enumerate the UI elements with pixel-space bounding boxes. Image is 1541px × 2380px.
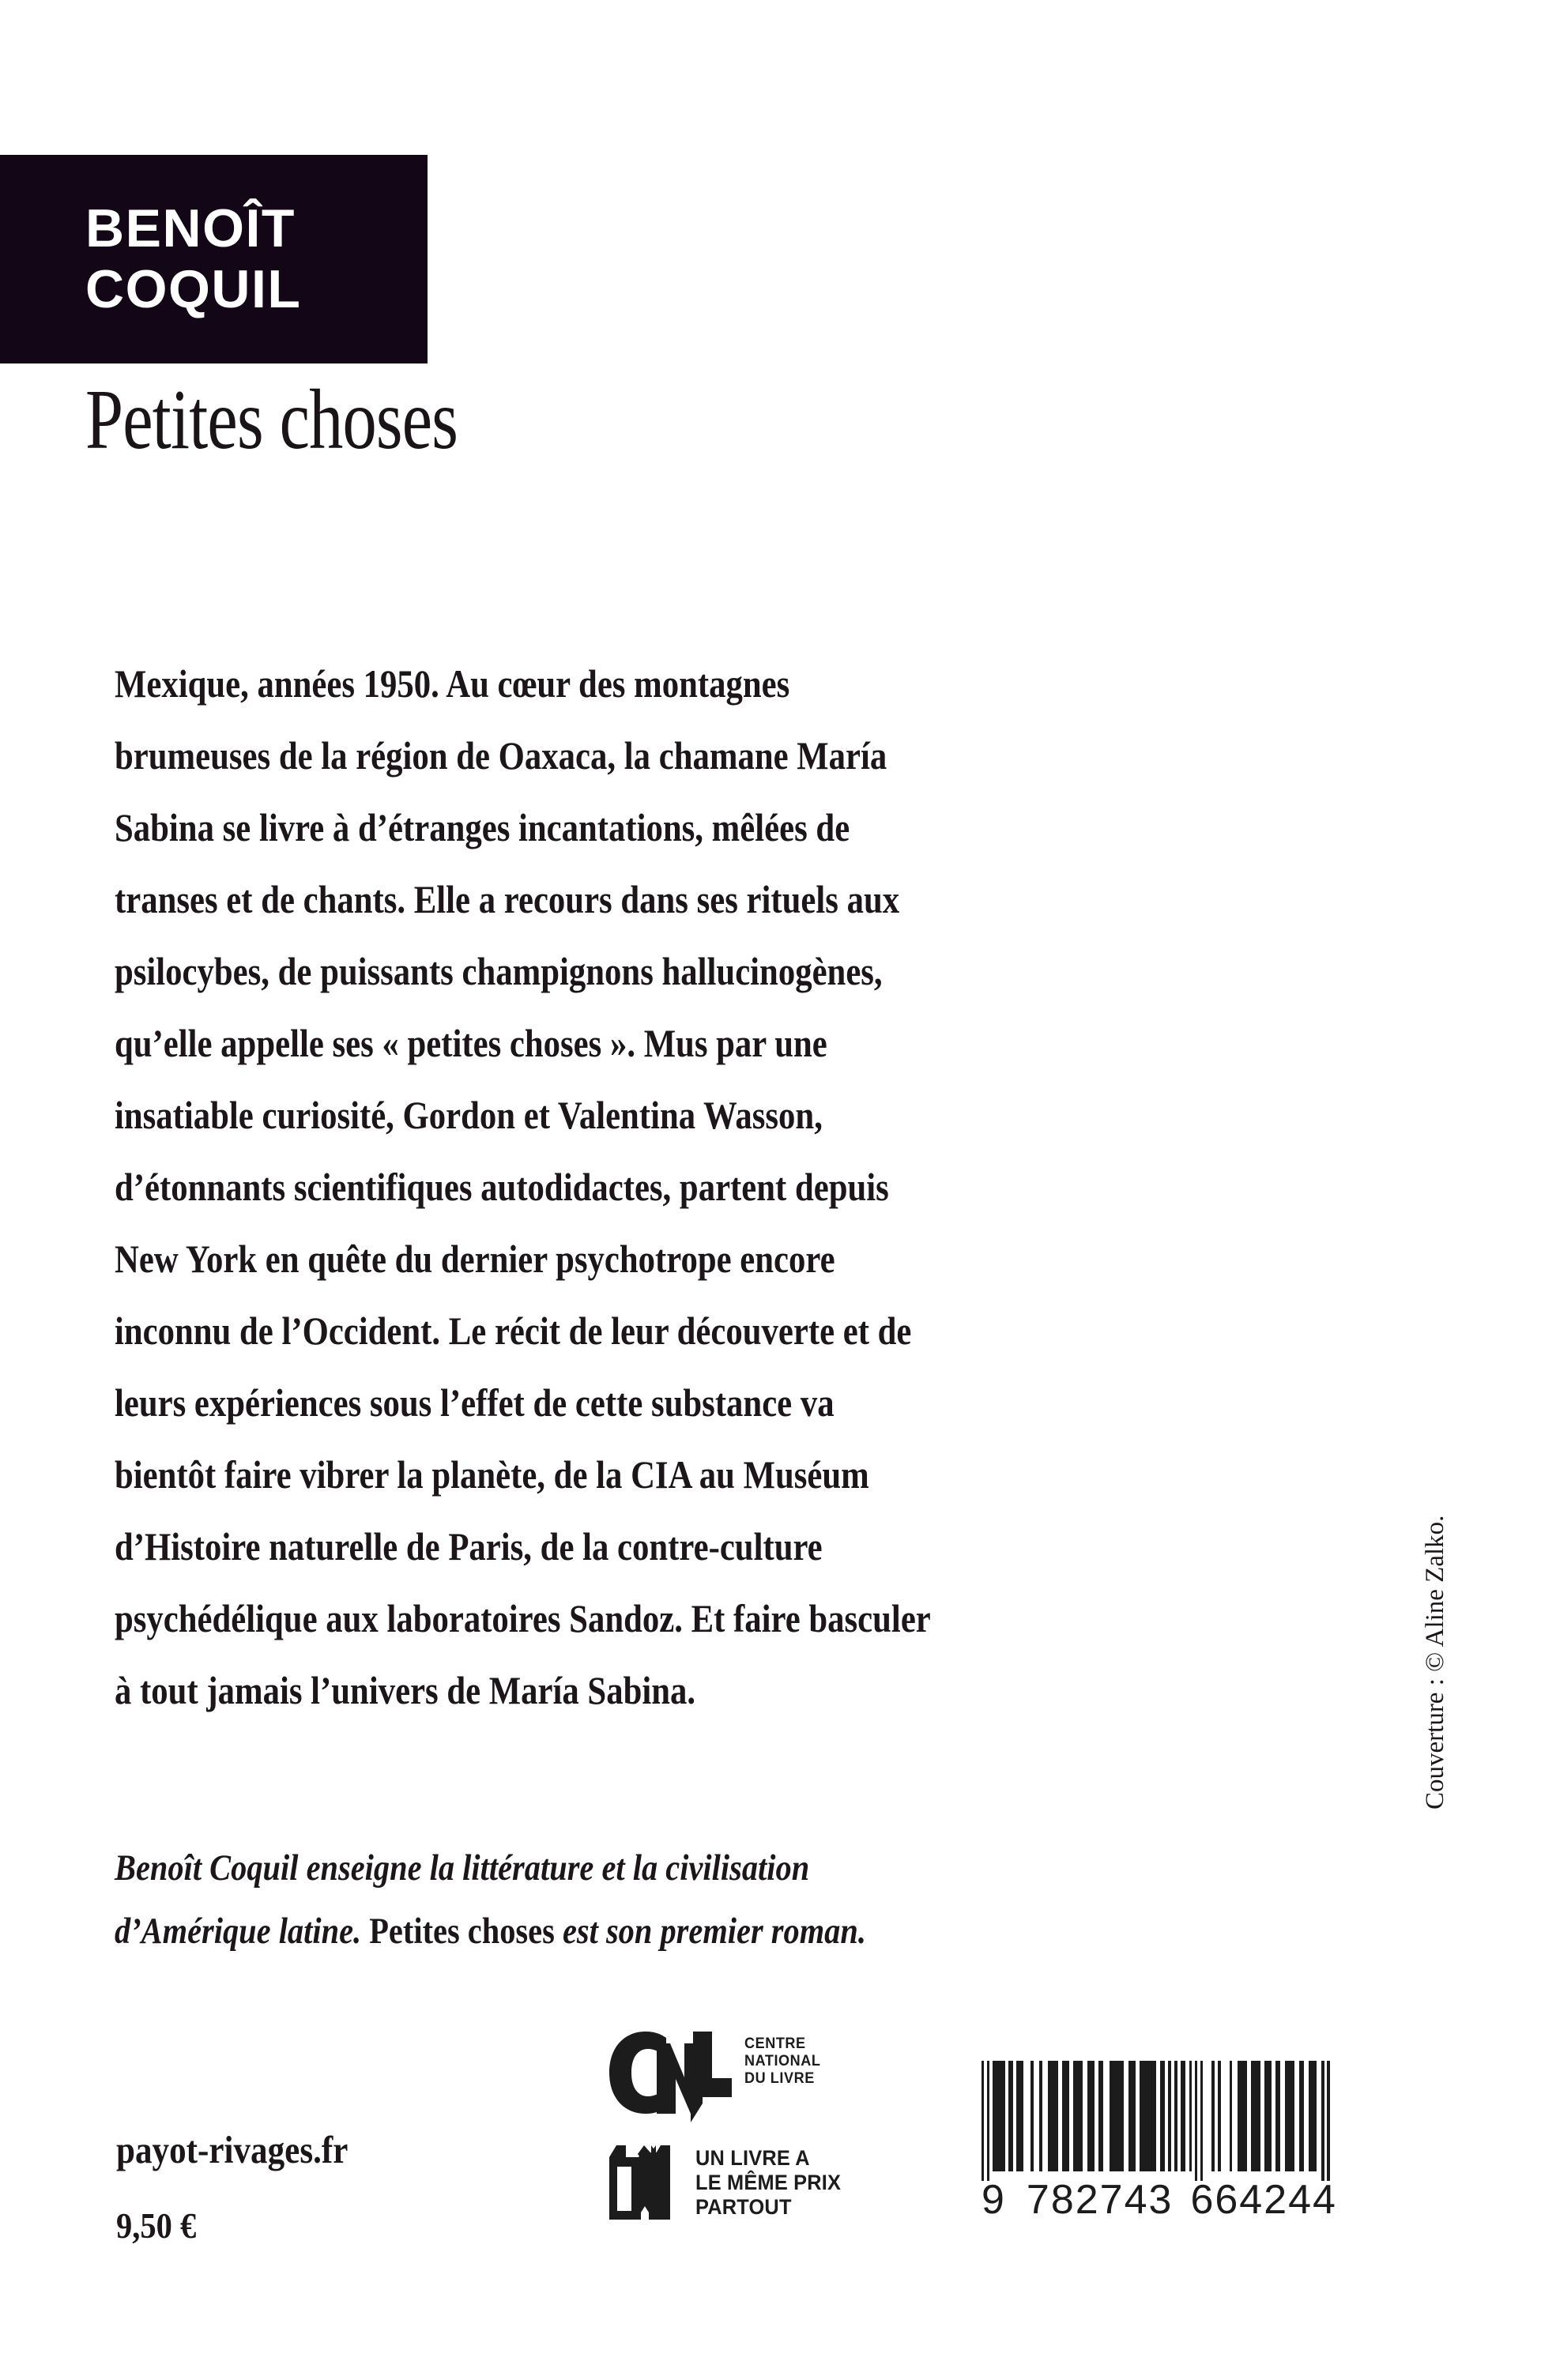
barcode-lead-digit: 9 (981, 2177, 1006, 2223)
bio-text-italic: est son premier roman. (554, 1911, 866, 1952)
blurb-line: à tout jamais l’univers de María Sabina. (115, 1668, 696, 1712)
barcode-group-1: 782743 (1026, 2177, 1174, 2223)
barcode-digits (980, 2176, 1337, 2224)
book-title: Petites choses (85, 373, 458, 467)
bio-book-title: Petites choses (369, 1911, 555, 1952)
cnl-monogram-icon (607, 2029, 735, 2122)
cnl-words (744, 2035, 820, 2088)
author-bio (115, 1836, 866, 1963)
blurb-line: transes et de chants. Elle a recours dans ses rituels aux (115, 877, 900, 921)
cnl-word-line-1: CENTRE (744, 2035, 806, 2052)
blurb-line: brumeuses de la région de Oaxaca, la chamane María (115, 733, 887, 778)
cnl-slogan-line-3: PARTOUT (695, 2195, 792, 2219)
blurb-line: qu’elle appelle ses « petites choses ». Mus par une (115, 1021, 827, 1065)
blurb-line: d’Histoire naturelle de Paris, de la contre-culture (115, 1524, 823, 1568)
author-last-name: COQUIL (85, 259, 302, 319)
bio-line (115, 1900, 866, 1963)
cnl-word-line-2: NATIONAL (744, 2053, 821, 2069)
open-book-icon (607, 2143, 683, 2222)
cover-credit: Couverture : © Aline Zalko. (1421, 1515, 1449, 1809)
blurb-line: d’étonnants scientifiques autodidactes, partent depuis (115, 1165, 889, 1209)
blurb-paragraph (115, 648, 931, 1727)
blurb-line: psilocybes, de puissants champignons hallucinogènes, (115, 949, 883, 993)
blurb-line: Mexique, années 1950. Au cœur des montagnes (115, 661, 790, 706)
cnl-slogan-line-2: LE MÊME PRIX (695, 2171, 842, 2194)
blurb-line: inconnu de l’Occident. Le récit de leur découverte et de (115, 1309, 912, 1353)
blurb-line: bientôt faire vibrer la planète, de la CIA au Muséum (115, 1452, 869, 1497)
barcode-bars (980, 2061, 1332, 2181)
blurb-line: psychédélique aux laboratoires Sandoz. Et faire basculer (115, 1596, 931, 1640)
cnl-logo (607, 2029, 923, 2227)
bio-text-italic: Benoît Coquil enseigne la littérature et la civilisation (115, 1847, 810, 1889)
bio-line (115, 1836, 810, 1900)
price-label: 9,50 € (116, 2205, 197, 2246)
blurb-line: insatiable curiosité, Gordon et Valentina Wasson, (115, 1093, 823, 1137)
author-first-name: BENOÎT (85, 198, 296, 259)
publisher-website[interactable]: payot-rivages.fr (116, 2128, 349, 2171)
blurb-line: New York en quête du dernier psychotrope encore (115, 1237, 835, 1281)
cnl-slogan-line-1: UN LIVRE A (695, 2146, 810, 2170)
blurb-line: leurs expériences sous l’effet de cette substance va (115, 1380, 835, 1425)
cnl-slogan (695, 2146, 841, 2220)
cnl-slogan-group (607, 2143, 850, 2222)
blurb-line: Sabina se livre à d’étranges incantations, mêlées de (115, 805, 850, 849)
cnl-word-line-3: DU LIVRE (744, 2070, 815, 2087)
cnl-mark-group (607, 2029, 825, 2122)
barcode-group-2: 664244 (1190, 2177, 1337, 2223)
author-name-banner (0, 155, 428, 363)
isbn-barcode (980, 2061, 1337, 2227)
bio-text-italic: d’Amérique latine. (115, 1911, 370, 1952)
